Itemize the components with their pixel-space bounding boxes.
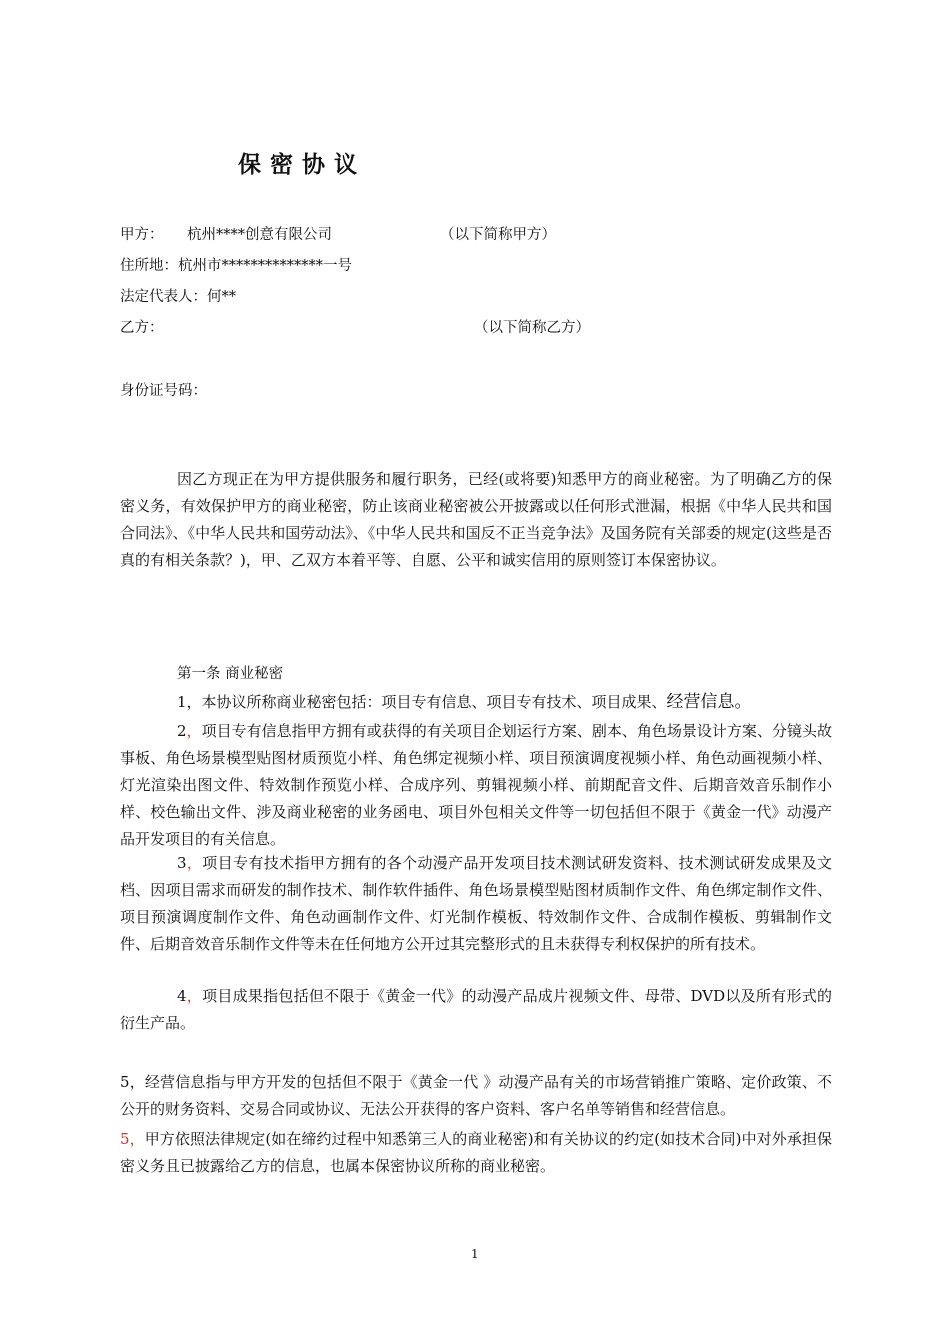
page-number: 1 — [471, 1247, 479, 1261]
preamble-paragraph: 因乙方现正在为甲方提供服务和履行职务，已经(或将要)知悉甲方的商业秘密。为了明确乙方的保密义务，有效保护甲方的商业秘密，防止该商业秘密被公开披露或以任何形式泄漏，根据《中华人民共和国合同法》、《中华人民共和国劳动法》、《中华人民共和国反不正当竞争法》及国务院有关部委的规定(这些是否真的有相关条款？)，甲、乙双方本着平等、自愿、公平和诚实信用的原则签订本保密协议。 — [120, 470, 832, 569]
clause-3-text: 项目专有技术指甲方拥有的各个动漫产品开发项目技术测试研发资料、技术测试研发成果及文档、因项目需求而研发的制作技术、制作软件插件、角色场景模型贴图材质制作文件、角色绑定制作文件、项目预演调度制作文件、角色动画制作文件、灯光制作模板、特效制作文件、合成制作模板、剪辑制作文件、后期音效音乐制作文件等未在任何地方公开过其完整形式的且未获得专利权保护的所有技术。 — [120, 854, 832, 953]
legal-rep-line: 法定代表人：何** — [120, 289, 236, 305]
clause-5a: 5，经营信息指与甲方开发的包括但不限于《黄金一代 》动漫产品有关的市场营销推广策略、定价政策、不公开的财务资料、交易合同或协议、无法公开获得的客户资料、客户名单等销售和经营信息。 — [120, 1073, 832, 1118]
clause-4-text: 项目成果指包括但不限于《黄金一代》的动漫产品成片视频文件、母带、DVD以及所有形式的衍生产品。 — [120, 987, 832, 1032]
clause-3-number: 3 — [177, 854, 187, 872]
clause-5b-number: 5 — [120, 1130, 130, 1148]
clause-4-comma: ， — [186, 987, 203, 1005]
party-b-note: （以下简称乙方） — [474, 320, 590, 336]
clause-1-emphasis: 经营信息。 — [666, 692, 752, 712]
clause-5b — [120, 1126, 832, 1180]
clause-1-text: 1，本协议所称商业秘密包括：项目专有信息、项目专有技术、项目成果、 — [177, 693, 667, 711]
clause-4-number: 4 — [177, 987, 187, 1005]
id-number-line: 身份证号码： — [120, 383, 207, 399]
party-a-name: 杭州****创意有限公司 — [187, 227, 332, 243]
clause-2 — [120, 718, 832, 853]
clause-4 — [120, 983, 832, 1037]
clause-1 — [120, 689, 832, 716]
party-a-label: 甲方： — [120, 227, 164, 243]
clause-5b-text: 甲方依照法律规定(如在缔约过程中知悉第三人的商业秘密)和有关协议的约定(如技术合同)中对外承担保密义务且已披露给乙方的信息，也属本保密协议所称的商业秘密。 — [120, 1130, 832, 1175]
clause-3-comma: ， — [186, 854, 203, 872]
address-line: 住所地：杭州市**************一号 — [120, 258, 352, 274]
clause-5b-comma: ， — [129, 1130, 145, 1148]
page-title: 保密协议 — [238, 151, 366, 178]
article1-title: 第一条 商业秘密 — [177, 666, 284, 682]
clause-3 — [120, 850, 832, 958]
clause-2-text: 项目专有信息指甲方拥有或获得的有关项目企划运行方案、剧本、角色场景设计方案、分镜头故事板、角色场景模型贴图材质预览小样、角色绑定视频小样、项目预演调度视频小样、角色动画视频小样、灯光渲染出图文件、特效制作预览小样、合成序列、剪辑视频小样、前期配音文件、后期音效音乐制作小样、校色输出文件、涉及商业秘密的业务函电、项目外包相关文件等一切包括但不限于《黄金一代》动漫产品开发项目的有关信息。 — [120, 722, 832, 848]
party-a-note: （以下简称甲方） — [440, 227, 556, 243]
clause-2-comma: ， — [186, 722, 202, 740]
clause-2-number: 2 — [177, 722, 187, 740]
party-b-label: 乙方： — [120, 320, 164, 336]
